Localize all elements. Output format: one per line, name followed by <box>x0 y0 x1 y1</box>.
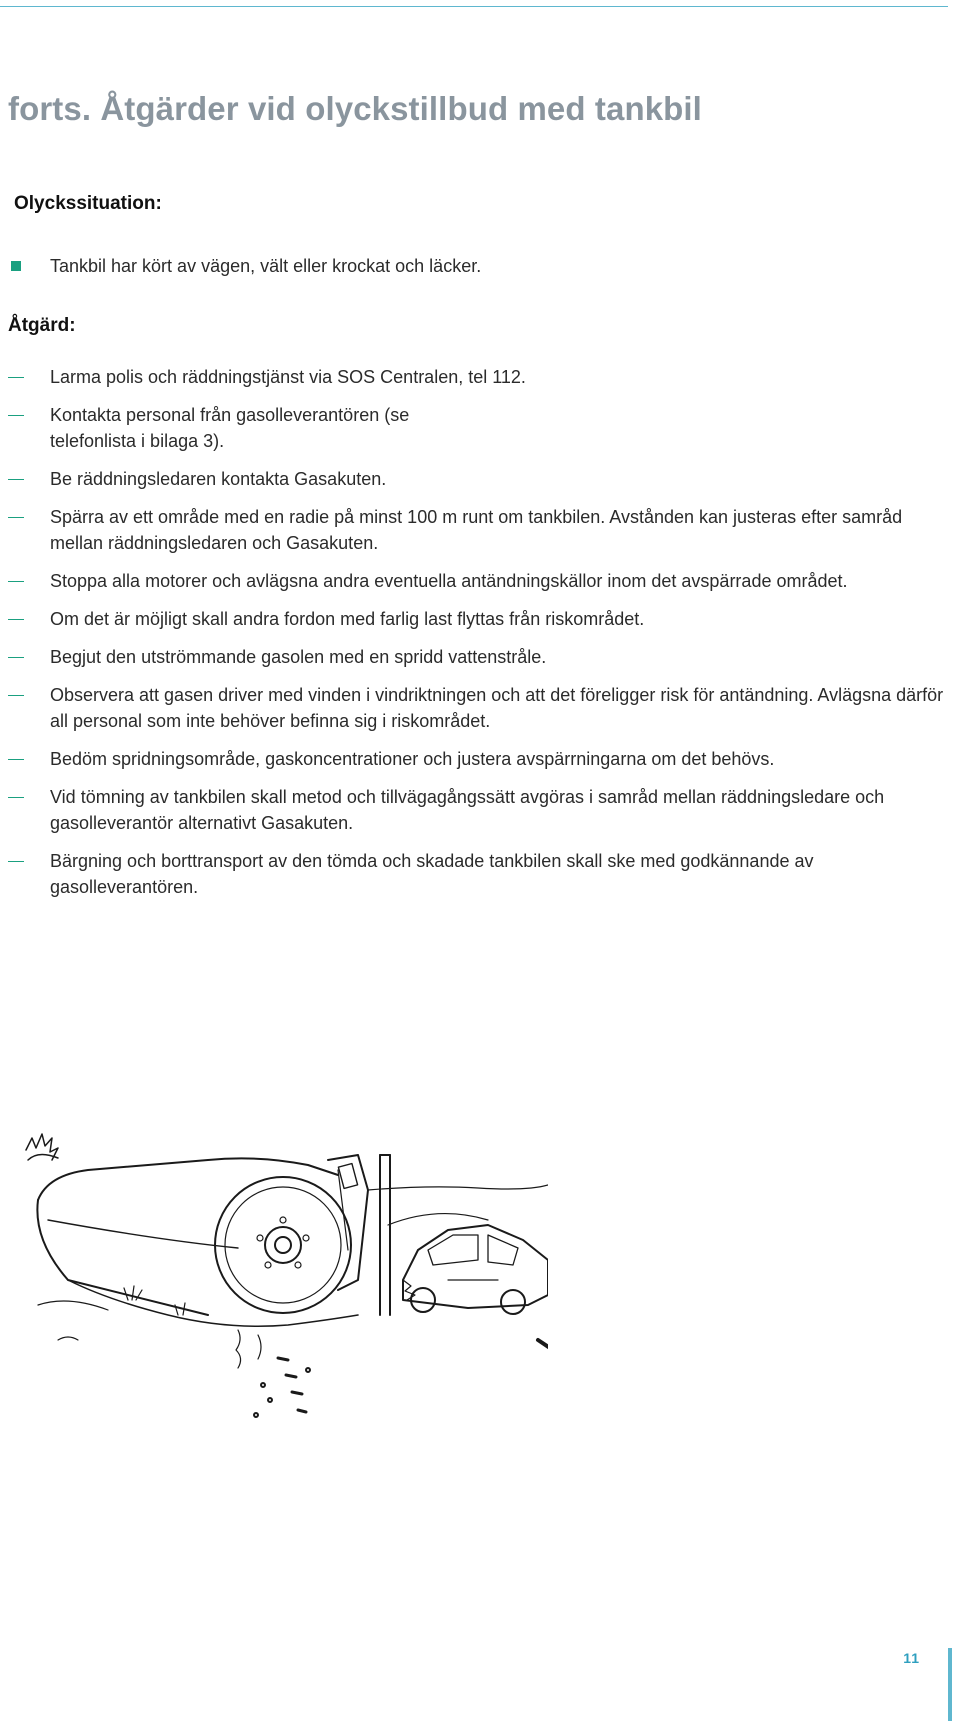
list-item-text: Bärgning och borttransport av den tömda och skadade tankbilen skall ske med godkännande av gasolleverantören. <box>50 851 814 897</box>
list-item <box>0 364 950 390</box>
list-item-text: Larma polis och räddningstjänst via SOS Centralen, tel 112. <box>50 367 526 387</box>
dash-bullet-icon <box>8 759 24 760</box>
tanker-accident-illustration <box>8 1130 548 1430</box>
action-list <box>0 364 950 912</box>
list-item <box>0 568 950 594</box>
list-item <box>0 682 950 734</box>
list-item <box>0 784 950 836</box>
list-item-text: Observera att gasen driver med vinden i vindriktningen och att det föreligger risk för antändning. Avlägsna därför all personal som inte behöver befinna sig i riskområdet. <box>50 685 944 731</box>
list-item-text: Bedöm spridningsområde, gaskoncentrationer och justera avspärrningarna om det behövs. <box>50 749 775 769</box>
list-item-text: Om det är möjligt skall andra fordon med farlig last flyttas från riskområdet. <box>50 609 645 629</box>
dash-bullet-icon <box>8 415 24 416</box>
dash-bullet-icon <box>8 657 24 658</box>
situation-list <box>0 253 950 279</box>
list-item-text: Vid tömning av tankbilen skall metod och tillvägagångssätt avgöras i samråd mellan räddningsledare och gasolleverantör alternativt Gasakuten. <box>50 787 885 833</box>
dash-bullet-icon <box>8 377 24 378</box>
page-title: forts. Åtgärder vid olyckstillbud med tankbil <box>8 90 702 127</box>
dash-bullet-icon <box>8 517 24 518</box>
situation-heading: Olyckssituation: <box>14 193 162 214</box>
dash-bullet-icon <box>8 479 24 480</box>
list-item <box>0 253 950 279</box>
list-item <box>0 402 430 454</box>
list-item <box>0 848 950 900</box>
dash-bullet-icon <box>8 695 24 696</box>
action-heading: Åtgärd: <box>8 315 76 336</box>
list-item-text: Be räddningsledaren kontakta Gasakuten. <box>50 469 387 489</box>
dash-bullet-icon <box>8 581 24 582</box>
list-item-text: Tankbil har kört av vägen, vält eller krockat och läcker. <box>50 256 482 276</box>
page-number: 11 <box>903 1650 920 1666</box>
list-item-text: Spärra av ett område med en radie på minst 100 m runt om tankbilen. Avstånden kan justeras efter samråd mellan räddningsledaren och Gasakuten. <box>50 507 903 553</box>
list-item <box>0 606 950 632</box>
list-item <box>0 466 950 492</box>
list-item <box>0 644 950 670</box>
list-item-text: Kontakta personal från gasolleverantören (se telefonlista i bilaga 3). <box>50 405 410 451</box>
dash-bullet-icon <box>8 619 24 620</box>
square-bullet-icon <box>11 261 21 271</box>
top-rule <box>0 6 948 7</box>
list-item-text: Begjut den utströmmande gasolen med en spridd vattenstråle. <box>50 647 547 667</box>
list-item-text: Stoppa alla motorer och avlägsna andra eventuella antändningskällor inom det avspärrade området. <box>50 571 848 591</box>
list-item <box>0 746 950 772</box>
list-item <box>0 504 950 556</box>
dash-bullet-icon <box>8 797 24 798</box>
side-bar <box>948 1648 952 1721</box>
dash-bullet-icon <box>8 861 24 862</box>
